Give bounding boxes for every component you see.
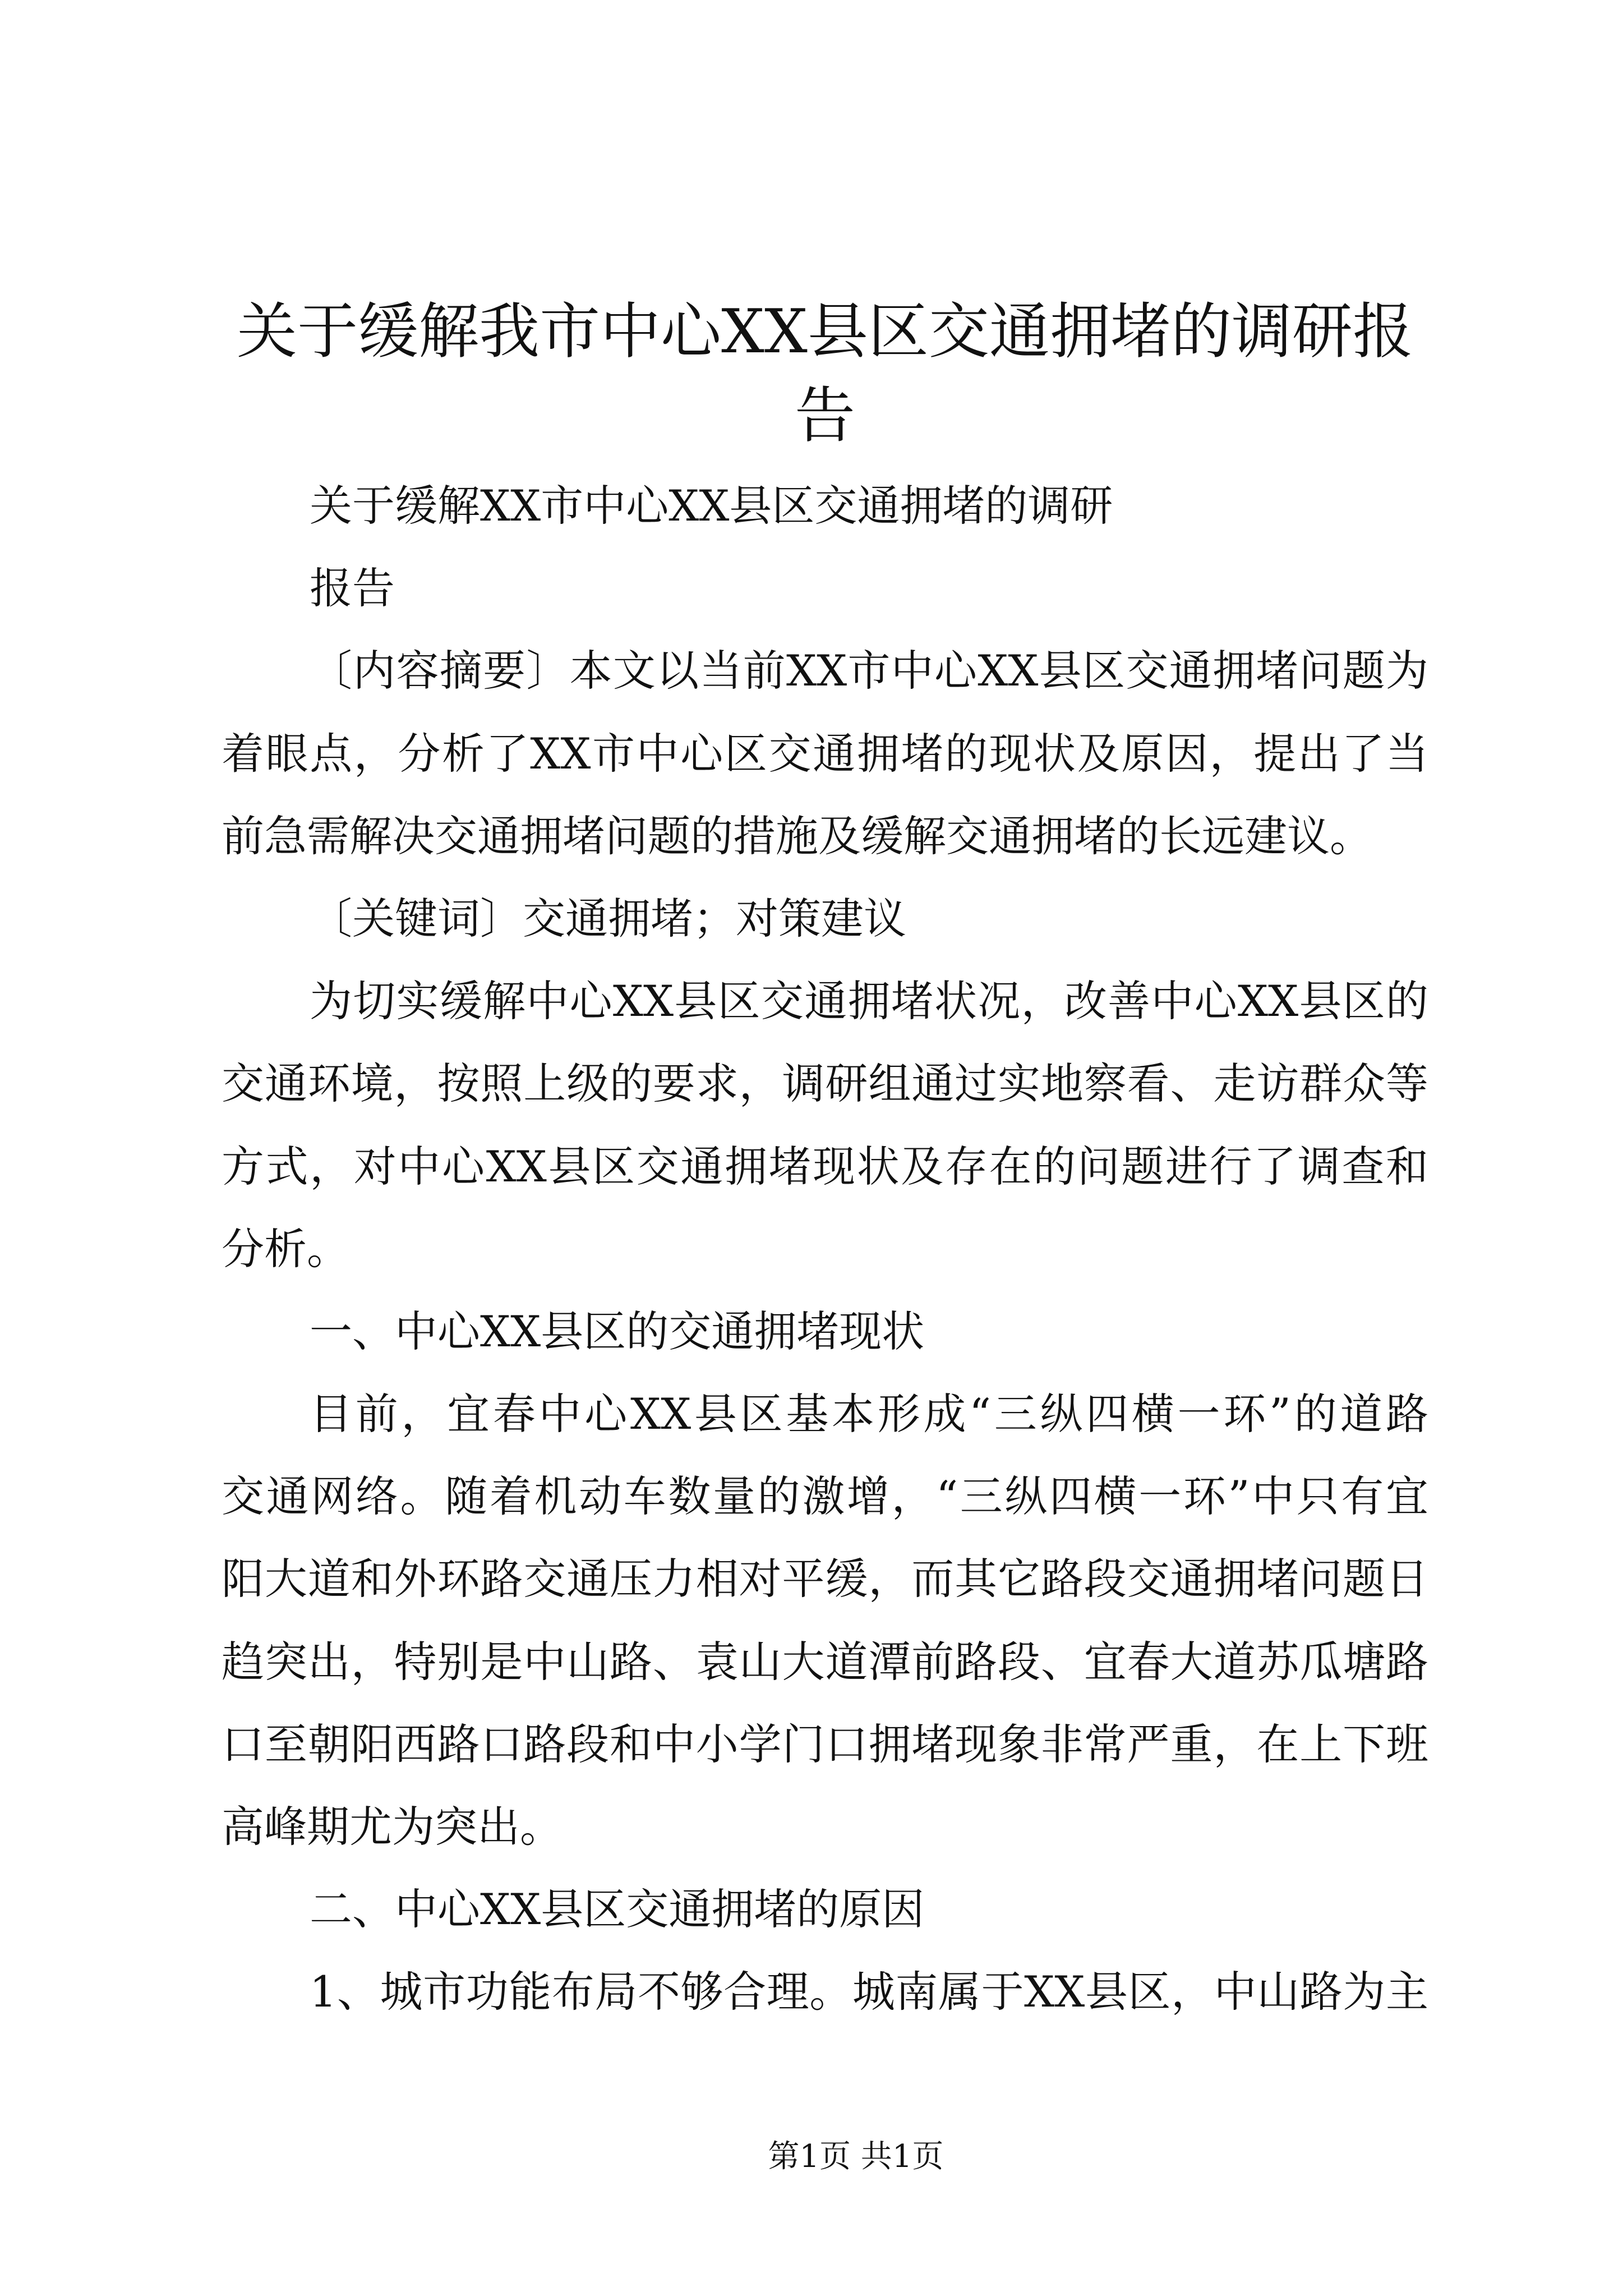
section-heading-2 [222,1868,1428,1950]
body-line: 交通环境，按照上级的要求，调研组通过实地察看、走访群众等 [222,1059,1428,1109]
body-line: 前急需解决交通拥堵问题的措施及缓解交通拥堵的长远建议。 [222,811,1372,861]
body-line: 目前，宜春中心XX县区基本形成“三纵四横一环”的道路 [310,1389,1428,1439]
body-line: 报告 [310,563,395,614]
body-line: 阳大道和外环路交通压力相对平缓，而其它路段交通拥堵问题日 [222,1554,1428,1604]
body-line: 一、中心XX县区的交通拥堵现状 [310,1306,925,1356]
subtitle-paragraph [222,464,1428,547]
body-line: 〔内容摘要〕本文以当前XX市中心XX县区交通拥堵问题为 [310,646,1428,696]
subtitle-paragraph-continued [222,547,1428,629]
body-line: 1、城市功能布局不够合理。城南属于XX县区，中山路为主 [310,1967,1428,2017]
body-line: 口至朝阳西路口路段和中小学门口拥堵现象非常严重，在上下班 [222,1719,1428,1769]
abstract-paragraph [222,629,1428,877]
section-1-paragraph [222,1373,1428,1868]
body-line: 高峰期尤为突出。 [222,1802,562,1852]
body-line: 为切实缓解中心XX县区交通拥堵状况，改善中心XX县区的 [310,976,1428,1027]
body-line: 〔关键词〕交通拥堵；对策建议 [310,893,906,944]
section-heading-1 [222,1290,1428,1373]
intro-paragraph [222,960,1428,1290]
body-line: 关于缓解XX市中心XX县区交通拥堵的调研 [310,481,1113,531]
section-2-item-1 [222,1950,1428,2033]
body-line: 交通网络。随着机动车数量的激增，“三纵四横一环”中只有宜 [222,1471,1428,1522]
body-line: 二、中心XX县区交通拥堵的原因 [310,1884,925,1935]
document-body [222,464,1428,2033]
page-footer: 第1页 共1页 [768,2138,944,2175]
body-line: 着眼点，分析了XX市中心区交通拥堵的现状及原因，提出了当 [222,728,1428,779]
document-title [222,290,1428,458]
title-line: 关于缓解我市中心XX县区交通拥堵的调研报 [237,297,1413,367]
body-line: 趋突出，特别是中山路、袁山大道潭前路段、宜春大道苏瓜塘路 [222,1636,1428,1687]
keywords-paragraph [222,877,1428,960]
title-line: 告 [794,381,855,451]
body-line: 方式，对中心XX县区交通拥堵现状及存在的问题进行了调查和 [222,1141,1428,1191]
body-line: 分析。 [222,1223,349,1274]
